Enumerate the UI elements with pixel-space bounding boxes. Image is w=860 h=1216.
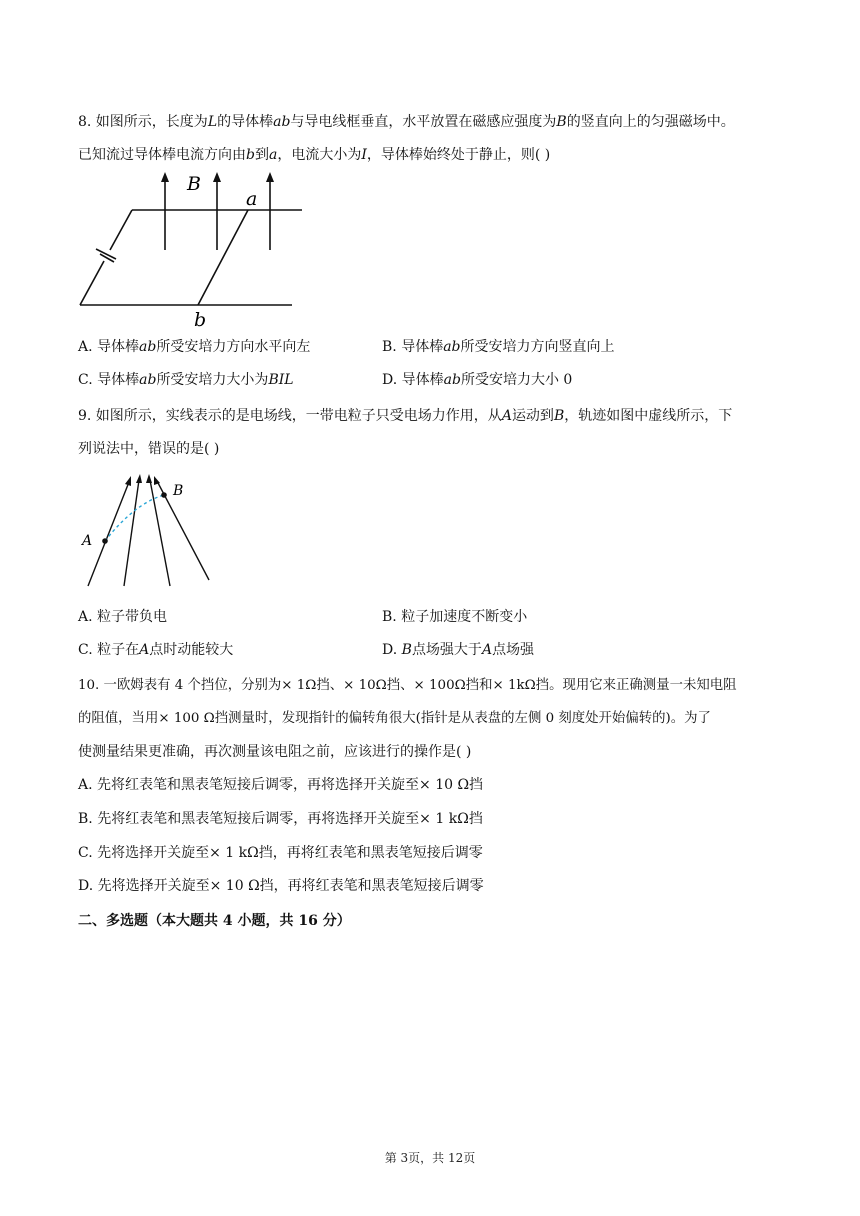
- q8-figure: [70, 168, 310, 330]
- q10-option-b[interactable]: B. 先将红表笔和黑表笔短接后调零，再将选择开关旋至× 1 kΩ挡: [78, 811, 483, 827]
- label-A: A: [82, 533, 93, 549]
- page-footer: 第 3页，共 12页: [384, 1151, 476, 1165]
- q9-option-d[interactable]: D. B点场强大于A点场强: [382, 642, 535, 658]
- section-heading-multiple-choice: 二、多选题（本大题共 4 小题，共 16 分）: [78, 913, 351, 929]
- field-arrowhead-2: [213, 172, 221, 182]
- q9-option-a[interactable]: A. 粒子带负电: [78, 609, 168, 625]
- q9-option-b[interactable]: B. 粒子加速度不断变小: [382, 609, 528, 625]
- field-arrowhead-1: [161, 172, 169, 182]
- left-wire-lower: [80, 261, 104, 305]
- q8-option-b[interactable]: B. 导体棒ab所受安培力方向竖直向上: [382, 339, 615, 355]
- trajectory-dashed: [105, 495, 164, 541]
- arrowhead-3: [146, 474, 152, 483]
- q9-option-c[interactable]: C. 粒子在A点时动能较大: [78, 642, 234, 658]
- field-line-1: [88, 482, 129, 586]
- q10-stem-line3: 使测量结果更准确，再次测量该电阻之前，应该进行的操作是( ): [78, 744, 472, 760]
- field-line-3: [150, 480, 170, 586]
- q9-stem-line1: 9. 如图所示，实线表示的是电场线，一带电粒子只受电场力作用，从A运动到B，轨迹如图中虚线所示，下: [78, 408, 733, 424]
- arrowhead-2: [136, 474, 142, 483]
- field-arrowhead-3: [266, 172, 274, 182]
- q8-stem-line1: 8. 如图所示，长度为L的导体棒ab与导电线框垂直，水平放置在磁感应强度为B的竖直向上的匀强磁场中。: [78, 114, 735, 130]
- label-b: b: [194, 309, 207, 330]
- left-wire-upper: [110, 210, 132, 250]
- q8-option-c[interactable]: C. 导体棒ab所受安培力大小为BIL: [78, 372, 294, 388]
- q10-option-d[interactable]: D. 先将选择开关旋至× 10 Ω挡，再将红表笔和黑表笔短接后调零: [78, 878, 484, 894]
- q10-option-c[interactable]: C. 先将选择开关旋至× 1 kΩ挡，再将红表笔和黑表笔短接后调零: [78, 845, 483, 861]
- rod-ab: [198, 210, 248, 305]
- q9-stem-line2: 列说法中，错误的是( ): [78, 441, 220, 457]
- q9-figure: [78, 468, 218, 590]
- point-B: [161, 492, 167, 498]
- q10-stem-line2: 的阻值，当用× 100 Ω挡测量时，发现指针的偏转角很大(指针是从表盘的左侧 0 刻度处开始偏转的)。为了: [78, 711, 711, 726]
- q10-stem-line1: 10. 一欧姆表有 4 个挡位，分别为× 1Ω挡、× 10Ω挡、× 100Ω挡和× 1kΩ挡。现用它来正确测量一未知电阻: [78, 678, 737, 693]
- q10-option-a[interactable]: A. 先将红表笔和黑表笔短接后调零，再将选择开关旋至× 10 Ω挡: [78, 777, 484, 793]
- point-A: [102, 538, 108, 544]
- field-line-2: [124, 480, 139, 586]
- label-B: B: [187, 173, 201, 195]
- label-B: B: [173, 483, 184, 499]
- q8-option-a[interactable]: A. 导体棒ab所受安培力方向水平向左: [78, 339, 311, 355]
- label-a: a: [246, 188, 258, 210]
- q8-option-d[interactable]: D. 导体棒ab所受安培力大小 0: [382, 372, 573, 388]
- arrowhead-1: [125, 476, 131, 486]
- q8-stem-line2: 已知流过导体棒电流方向由b到a，电流大小为I，导体棒始终处于静止，则( ): [78, 147, 551, 163]
